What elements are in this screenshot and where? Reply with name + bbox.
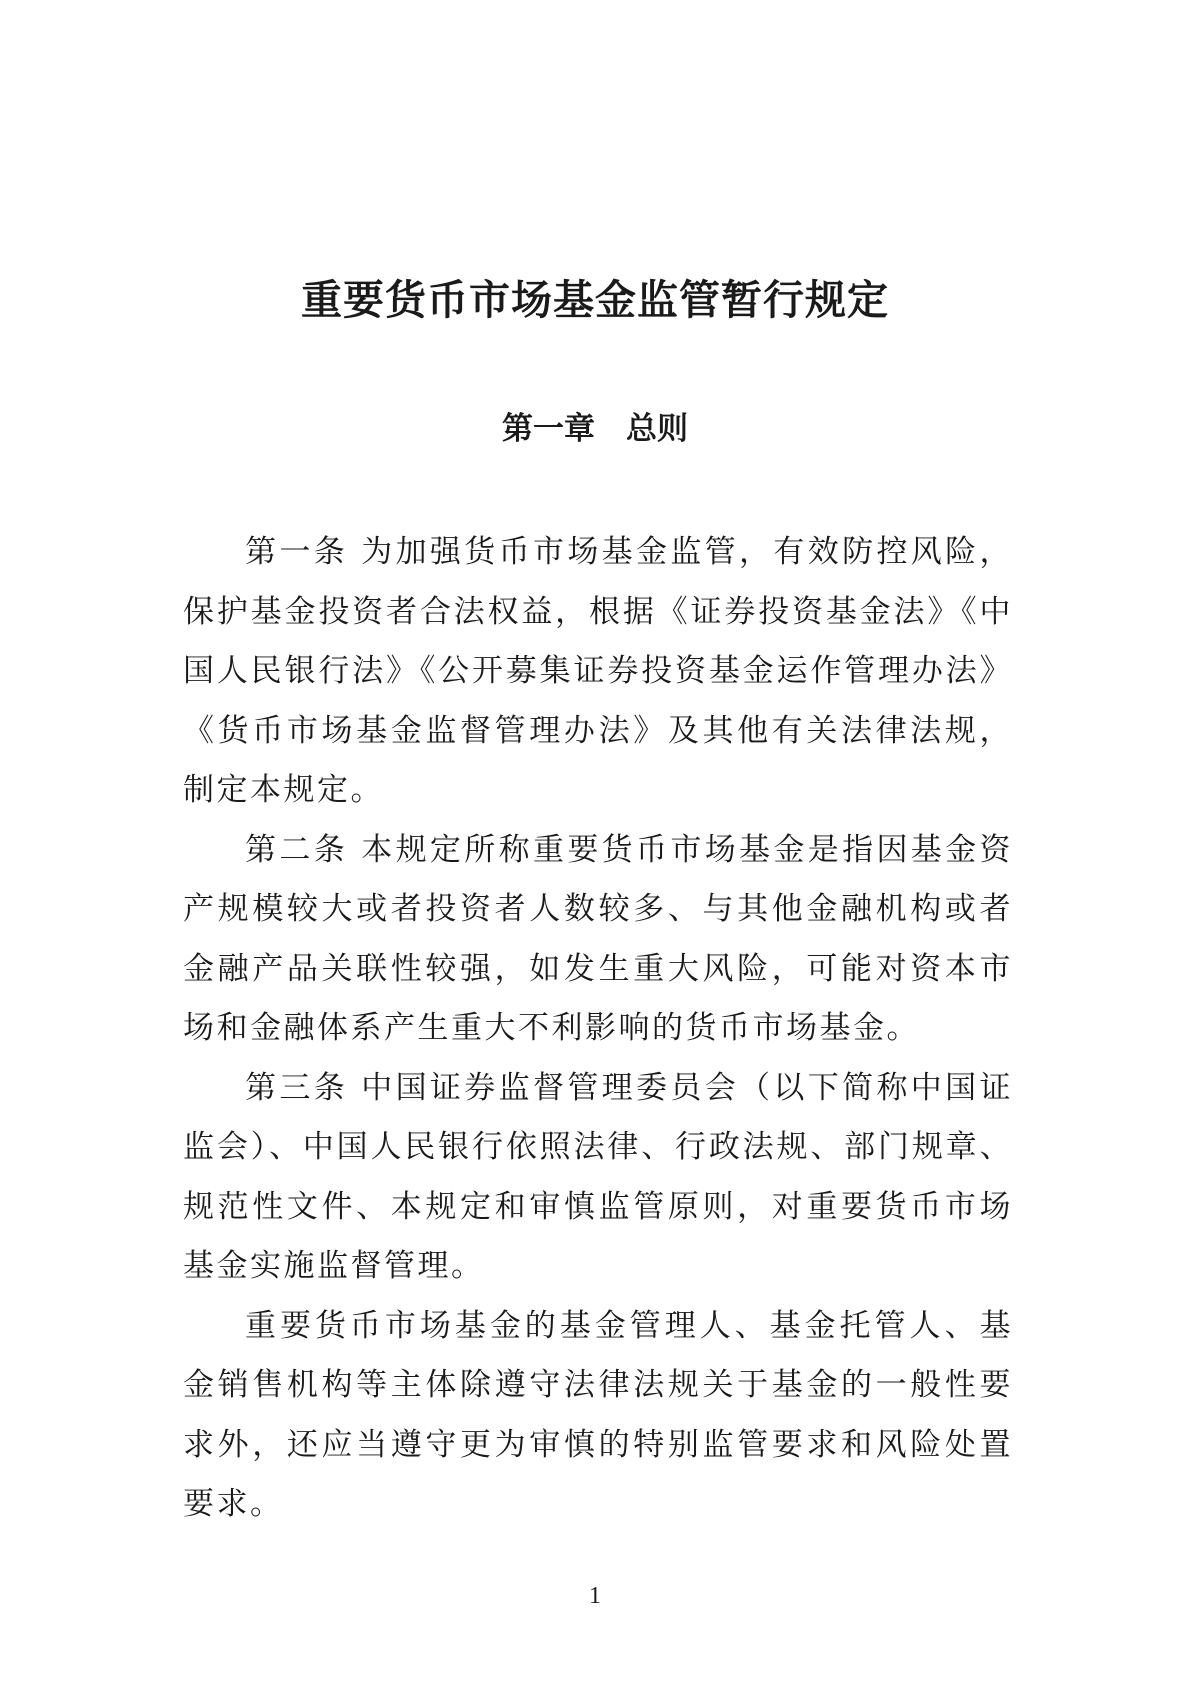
document-body	[183, 523, 1013, 1535]
article-paragraph: 重要货币市场基金的基金管理人、基金托管人、基金销售机构等主体除遵守法律法规关于基金的一般性要求外，还应当遵守更为审慎的特别监管要求和风险处置要求。	[183, 1307, 1013, 1522]
chapter-heading: 第一章 总则	[502, 411, 688, 447]
page-number: 1	[589, 1583, 601, 1609]
article-paragraph: 第二条 本规定所称重要货币市场基金是指因基金资产规模较大或者投资者人数较多、与其他金融机构或者金融产品关联性较强，如发生重大风险，可能对资本市场和金融体系产生重大不利影响的货币市场基金。	[183, 831, 1013, 1046]
article-paragraph: 第一条 为加强货币市场基金监管，有效防控风险，保护基金投资者合法权益，根据《证券投资基金法》《中国人民银行法》《公开募集证券投资基金运作管理办法》《货币市场基金监督管理办法》及其他有关法律法规，制定本规定。	[183, 534, 1013, 808]
article-paragraph: 第三条 中国证券监督管理委员会（以下简称中国证监会）、中国人民银行依照法律、行政法规、部门规章、规范性文件、本规定和审慎监管原则，对重要货币市场基金实施监督管理。	[183, 1069, 1013, 1284]
document-title: 重要货币市场基金监管暂行规定	[301, 276, 889, 324]
